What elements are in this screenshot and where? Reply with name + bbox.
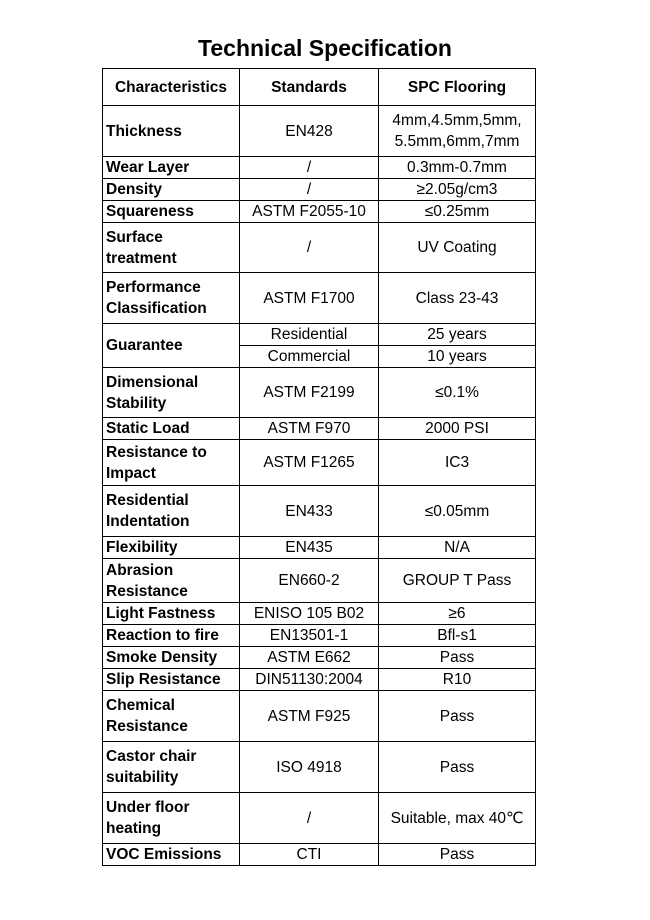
row-name: Light Fastness — [103, 603, 240, 625]
table-row — [103, 324, 536, 346]
table-row — [103, 559, 536, 603]
row-name: Static Load — [103, 418, 240, 440]
row-value: ≤0.1% — [379, 368, 536, 418]
row-value: UV Coating — [379, 223, 536, 273]
row-standard: EN660-2 — [240, 559, 379, 603]
row-standard: / — [240, 157, 379, 179]
row-name — [103, 486, 240, 537]
value-line: 4mm,4.5mm,5mm, — [392, 112, 522, 129]
row-value: 0.3mm-0.7mm — [379, 157, 536, 179]
table-row — [103, 625, 536, 647]
row-name: Slip Resistance — [103, 669, 240, 691]
row-standard: CTI — [240, 844, 379, 866]
row-value: R10 — [379, 669, 536, 691]
row-standard: / — [240, 179, 379, 201]
row-standard: EN433 — [240, 486, 379, 537]
row-value: Suitable, max 40℃ — [379, 793, 536, 844]
table-row — [103, 179, 536, 201]
row-name: Guarantee — [103, 324, 240, 368]
row-name — [103, 273, 240, 324]
table-row — [103, 669, 536, 691]
row-standard: ASTM F2055-10 — [240, 201, 379, 223]
name-line: Resistance to — [106, 443, 207, 461]
row-standard: Residential — [240, 324, 379, 346]
row-name: Reaction to fire — [103, 625, 240, 647]
row-value: GROUP T Pass — [379, 559, 536, 603]
row-name: Density — [103, 179, 240, 201]
row-standard: Commercial — [240, 346, 379, 368]
page-title: Technical Specification — [198, 35, 452, 61]
row-name — [103, 793, 240, 844]
row-name — [103, 368, 240, 418]
name-line: Surface — [106, 228, 163, 246]
row-standard: EN435 — [240, 537, 379, 559]
row-standard: ASTM F1265 — [240, 440, 379, 486]
name-line: Dimensional — [106, 373, 199, 391]
row-value: Pass — [379, 691, 536, 742]
table-row — [103, 603, 536, 625]
row-name — [103, 440, 240, 486]
row-name: Wear Layer — [103, 157, 240, 179]
row-value: N/A — [379, 537, 536, 559]
row-standard: / — [240, 793, 379, 844]
row-value: ≥6 — [379, 603, 536, 625]
row-value: Bfl-s1 — [379, 625, 536, 647]
table-row — [103, 201, 536, 223]
row-standard: DIN51130:2004 — [240, 669, 379, 691]
header-product: SPC Flooring — [379, 69, 536, 106]
row-value: Pass — [379, 844, 536, 866]
value-line: 5.5mm,6mm,7mm — [394, 133, 520, 150]
row-standard: EN428 — [240, 106, 379, 157]
name-line: Abrasion — [106, 561, 174, 579]
row-value: ≤0.05mm — [379, 486, 536, 537]
table-row — [103, 647, 536, 669]
name-line: Indentation — [106, 513, 190, 530]
row-value: Pass — [379, 742, 536, 793]
name-line: Performance — [106, 279, 201, 296]
row-name: VOC Emissions — [103, 844, 240, 866]
name-line: Chemical — [106, 697, 175, 714]
table-row — [103, 368, 536, 418]
row-name — [103, 742, 240, 793]
row-value: Pass — [379, 647, 536, 669]
row-value: 10 years — [379, 346, 536, 368]
name-line: treatment — [106, 249, 177, 267]
row-standard: ENISO 105 B02 — [240, 603, 379, 625]
name-line: Castor chair — [106, 748, 197, 765]
row-value: Class 23-43 — [379, 273, 536, 324]
table-row — [103, 106, 536, 157]
row-name: Flexibility — [103, 537, 240, 559]
name-line: Classification — [106, 300, 207, 317]
row-standard: ASTM F1700 — [240, 273, 379, 324]
table-row — [103, 486, 536, 537]
row-standard: ISO 4918 — [240, 742, 379, 793]
header-characteristics: Characteristics — [103, 69, 240, 106]
table-row — [103, 223, 536, 273]
row-standard: ASTM F2199 — [240, 368, 379, 418]
row-value: ≤0.25mm — [379, 201, 536, 223]
name-line: Under floor — [106, 799, 190, 816]
table-row — [103, 440, 536, 486]
name-line: Residential — [106, 492, 189, 509]
row-standard: EN13501-1 — [240, 625, 379, 647]
table-row — [103, 844, 536, 866]
name-line: Impact — [106, 464, 156, 482]
row-name: Smoke Density — [103, 647, 240, 669]
table-row — [103, 537, 536, 559]
name-line: suitability — [106, 769, 179, 786]
name-line: Resistance — [106, 582, 188, 600]
table-row — [103, 157, 536, 179]
row-name — [103, 223, 240, 273]
row-value — [379, 106, 536, 157]
row-standard: / — [240, 223, 379, 273]
spec-table — [102, 68, 536, 866]
row-value: 25 years — [379, 324, 536, 346]
table-row — [103, 691, 536, 742]
table-header-row — [103, 69, 536, 106]
name-line: Resistance — [106, 718, 188, 735]
table-row — [103, 742, 536, 793]
row-value: 2000 PSI — [379, 418, 536, 440]
row-standard: ASTM F970 — [240, 418, 379, 440]
row-value: ≥2.05g/cm3 — [379, 179, 536, 201]
row-name — [103, 691, 240, 742]
row-name — [103, 559, 240, 603]
header-standards: Standards — [240, 69, 379, 106]
name-line: heating — [106, 820, 162, 837]
table-row — [103, 273, 536, 324]
name-line: Stability — [106, 394, 167, 412]
row-value: IC3 — [379, 440, 536, 486]
row-name: Thickness — [103, 106, 240, 157]
table-row — [103, 793, 536, 844]
table-row — [103, 418, 536, 440]
row-name: Squareness — [103, 201, 240, 223]
row-standard: ASTM F925 — [240, 691, 379, 742]
row-standard: ASTM E662 — [240, 647, 379, 669]
